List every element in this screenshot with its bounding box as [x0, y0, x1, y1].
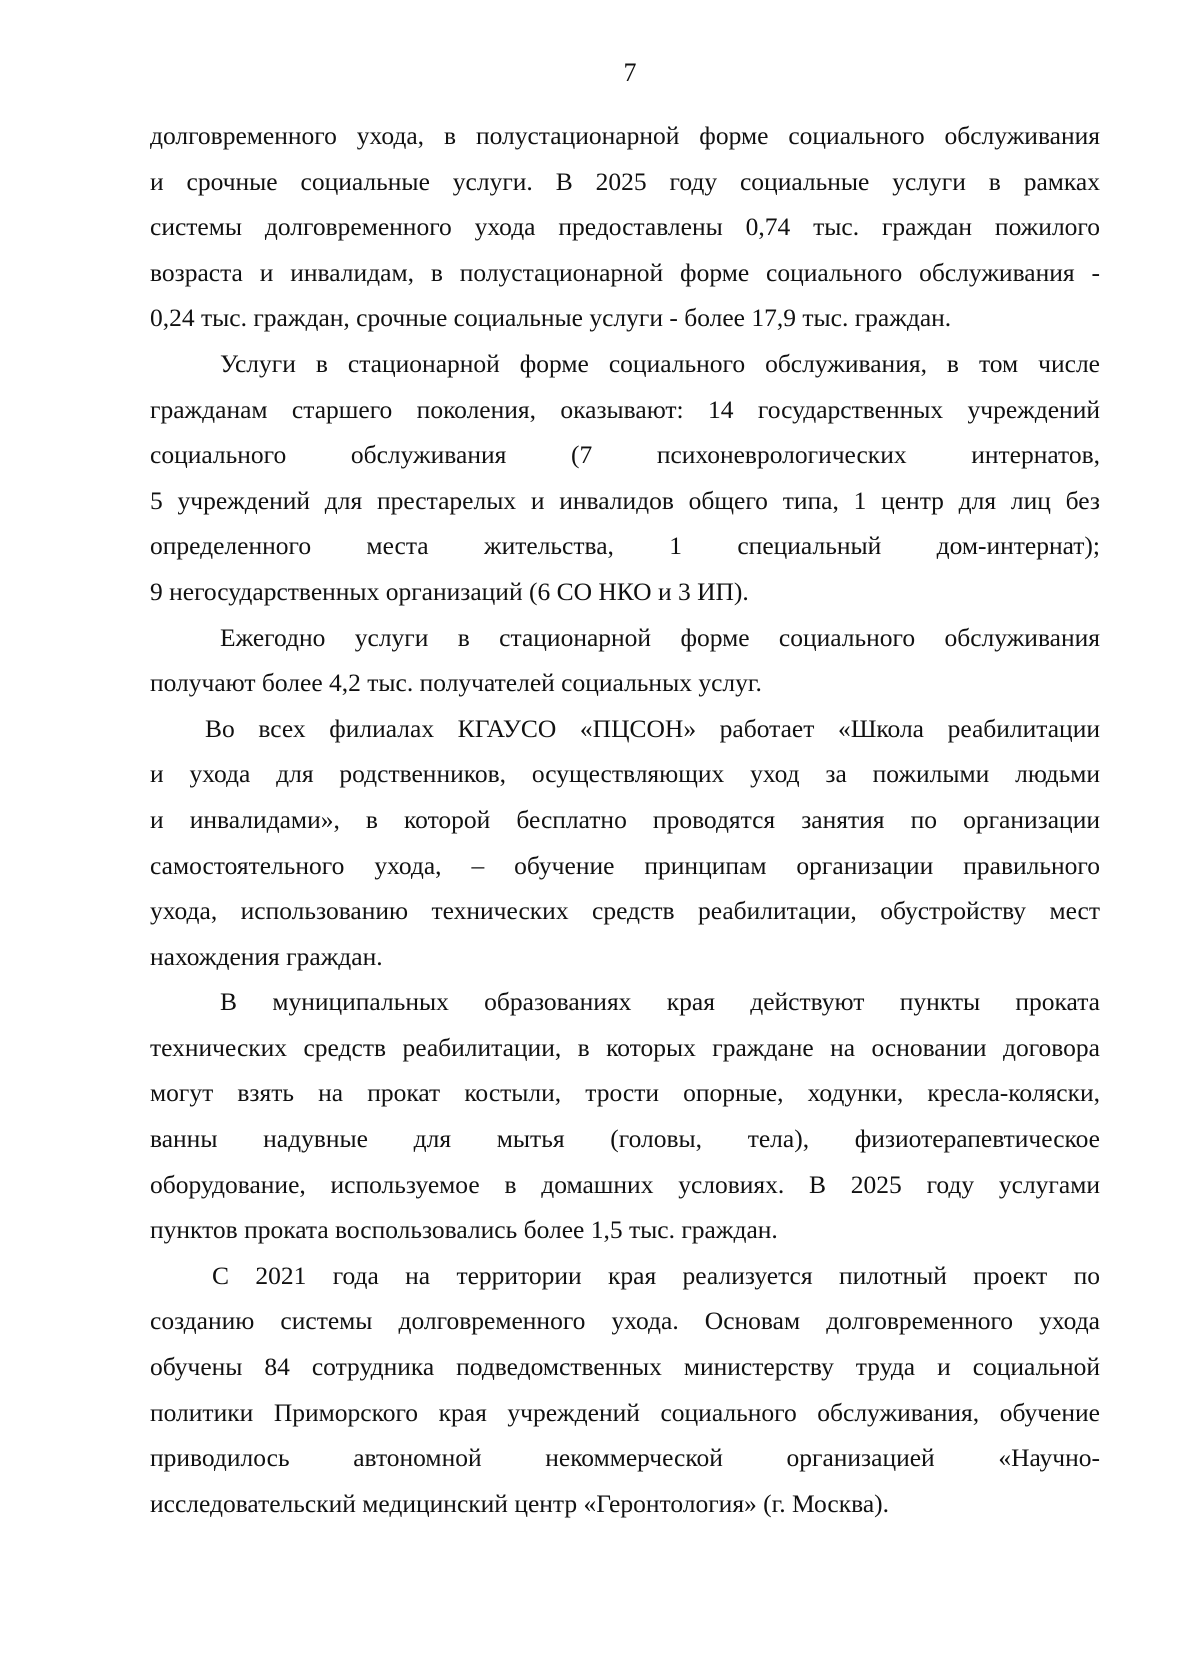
- text-line: долговременного ухода, в полустационарной форме социального обслуживания: [150, 121, 1100, 150]
- paragraph: [150, 113, 1100, 341]
- text-line: социального обслуживания (7 психоневрологических интернатов,: [150, 440, 1100, 470]
- text-line: С 2021 года на территории края реализуется пилотный проект по: [212, 1260, 1100, 1290]
- text-line: определенного места жительства, 1 специальный дом-интернат);: [150, 531, 1100, 561]
- text-line: гражданам старшего поколения, оказывают: 14 государственных учреждений: [150, 394, 1100, 424]
- text-line: технических средств реабилитации, в которых граждане на основании договора: [150, 1032, 1100, 1062]
- paragraph: [150, 615, 1100, 706]
- text-line: Ежегодно услуги в стационарной форме социального обслуживания: [220, 622, 1100, 652]
- text-line: ванны надувные для мытья (головы, тела), физиотерапевтическое: [150, 1124, 1100, 1154]
- text-line: пунктов проката воспользовались более 1,5 тыс. граждан.: [150, 1215, 778, 1245]
- text-line: самостоятельного ухода, – обучение принципам организации правильного: [150, 850, 1100, 880]
- paragraph: [150, 706, 1100, 980]
- paragraph: [150, 341, 1100, 615]
- text-line: 0,24 тыс. граждан, срочные социальные услуги - более 17,9 тыс. граждан.: [150, 303, 952, 333]
- text-line: исследовательский медицинский центр «Геронтология» (г. Москва).: [150, 1488, 890, 1518]
- page-number: 7: [623, 58, 637, 87]
- text-line: 9 негосударственных организаций (6 СО НКО и 3 ИП).: [150, 576, 749, 606]
- text-line: оборудование, используемое в домашних условиях. В 2025 году услугами: [150, 1169, 1100, 1199]
- document-body: [150, 113, 1100, 1526]
- text-line: системы долговременного ухода предоставлены 0,74 тыс. граждан пожилого: [150, 212, 1100, 242]
- text-line: Во всех филиалах КГАУСО «ПЦСОН» работает «Школа реабилитации: [205, 713, 1100, 743]
- text-line: 5 учреждений для престарелых и инвалидов общего типа, 1 центр для лиц без: [150, 485, 1100, 515]
- text-line: ухода, использованию технических средств реабилитации, обустройству мест: [150, 896, 1100, 926]
- text-line: В муниципальных образованиях края действуют пункты проката: [220, 987, 1100, 1017]
- text-line: Услуги в стационарной форме социального обслуживания, в том числе: [220, 348, 1100, 378]
- text-line: созданию системы долговременного ухода. Основам долговременного ухода: [150, 1306, 1100, 1336]
- text-line: нахождения граждан.: [150, 941, 383, 971]
- text-line: и ухода для родственников, осуществляющих уход за пожилыми людьми: [150, 759, 1100, 789]
- text-line: получают более 4,2 тыс. получателей социальных услуг.: [150, 668, 762, 698]
- text-line: возраста и инвалидам, в полустационарной форме социального обслуживания -: [150, 257, 1100, 287]
- text-line: приводилось автономной некоммерческой организацией «Научно-: [150, 1443, 1100, 1473]
- text-line: политики Приморского края учреждений социального обслуживания, обучение: [150, 1397, 1100, 1427]
- text-line: и срочные социальные услуги. В 2025 году социальные услуги в рамках: [150, 166, 1100, 196]
- text-line: могут взять на прокат костыли, трости опорные, ходунки, кресла-коляски,: [150, 1078, 1100, 1108]
- paragraph: [150, 1253, 1100, 1527]
- paragraph: [150, 979, 1100, 1253]
- text-line: обучены 84 сотрудника подведомственных министерству труда и социальной: [150, 1352, 1100, 1382]
- text-line: и инвалидами», в которой бесплатно проводятся занятия по организации: [150, 804, 1100, 834]
